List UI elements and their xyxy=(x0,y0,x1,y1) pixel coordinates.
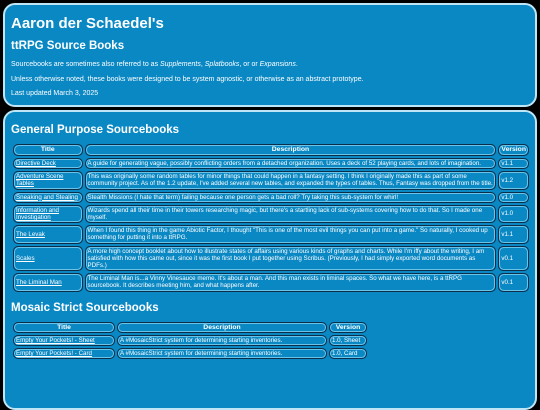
table-row xyxy=(13,273,529,291)
column-header-description: Description xyxy=(85,144,497,156)
site-title: Aaron der Schaedel's xyxy=(11,15,164,32)
column-header-description: Description xyxy=(117,322,327,333)
sourcebook-link[interactable]: Adventure Scene Tables xyxy=(16,173,64,188)
version-cell: v1.0 xyxy=(498,192,529,203)
sourcebook-link[interactable]: The Levak xyxy=(16,230,45,238)
version-cell: v1.0 xyxy=(498,205,529,223)
title-cell xyxy=(13,335,115,346)
version-cell: v1.2 xyxy=(498,171,529,189)
sourcebook-link[interactable]: Scales xyxy=(16,254,35,262)
table-row xyxy=(13,348,367,359)
table-row xyxy=(13,192,529,203)
table-row xyxy=(13,225,529,243)
sourcebook-link[interactable]: Information and Investigation xyxy=(16,206,59,222)
version-cell: v0.1 xyxy=(498,246,529,272)
description-cell: Wizards spend all their time in their towers researching magic, but there's a startling lack of sub-systems covering how to do that. So I made one myself. xyxy=(85,205,497,223)
mosaic-section-heading: Mosaic Strict Sourcebooks xyxy=(11,301,159,314)
intro-text: Sourcebooks are sometimes also referred to as Supplements, Splatbooks, or or Expansions. xyxy=(11,61,298,68)
general-sourcebooks-table xyxy=(11,142,531,294)
table-row xyxy=(13,335,367,346)
title-cell xyxy=(13,246,83,272)
title-cell xyxy=(13,158,83,169)
title-cell xyxy=(13,225,83,243)
header-panel xyxy=(3,3,537,107)
sourcebook-link[interactable]: Sneaking and Stealing xyxy=(16,193,78,201)
sourcebook-link[interactable]: The Liminal Man xyxy=(16,278,62,286)
version-cell: v0.1 xyxy=(498,273,529,291)
sourcebook-link[interactable]: Directive Deck xyxy=(16,160,56,167)
title-cell xyxy=(13,348,115,359)
column-header-title: Title xyxy=(13,322,115,333)
title-cell xyxy=(13,171,83,189)
version-cell: 1.0, Card xyxy=(329,348,367,359)
site-subtitle: ttRPG Source Books xyxy=(11,40,125,52)
column-header-version: Version xyxy=(329,322,367,333)
description-cell: Stealth Missions (I hate that term) failing because one person gets a bad roll? Try taking this sub-system for whirl! xyxy=(85,192,497,203)
disclaimer-text: Unless otherwise noted, these books were designed to be system agnostic, or otherwise as an abstract prototype. xyxy=(11,76,364,83)
column-header-title: Title xyxy=(13,144,83,156)
main-panel xyxy=(3,110,537,410)
description-cell: This was originally some random tables for minor things that could happen in a fantasy setting. I think I originally made this as part of some community project. As of the 1.2 update, I've added several new tables, and expanded the types of tables. Thus, Fantasy was dropped from the title. xyxy=(85,171,497,189)
table-row xyxy=(13,246,529,272)
table-row xyxy=(13,205,529,223)
title-cell xyxy=(13,205,83,223)
mosaic-sourcebooks-table xyxy=(11,320,369,362)
description-cell: A #MosaicStrict system for determining starting inventories. xyxy=(117,335,327,346)
table-header-row xyxy=(13,144,529,156)
title-cell xyxy=(13,273,83,291)
table-row xyxy=(13,171,529,189)
description-cell: When I found this thing in the game Abiotic Factor, I thought "This is one of the most evil things you can put into a game." So naturally, I cooked up something for putting it into a ttRPG. xyxy=(85,225,497,243)
last-updated: Last updated March 3, 2025 xyxy=(11,90,99,97)
general-section-heading: General Purpose Sourcebooks xyxy=(11,124,180,136)
version-cell: 1.0, Sheet xyxy=(329,335,367,346)
sourcebook-link[interactable]: Empty Your Pockets! - Sheet xyxy=(16,336,95,344)
table-header-row xyxy=(13,322,367,333)
version-cell: v1.1 xyxy=(498,225,529,243)
description-cell: A #MosaicStrict system for determining starting inventories. xyxy=(117,348,327,359)
version-cell: v1.1 xyxy=(498,158,529,169)
description-cell: A more high concept booklet about how to illustrate states of affairs using various kinds of graphs and charts. While I'm iffy about the writing, I am satisfied with how this came out, since it was the first book I put together using Scribus. (Previously, I had simply exported word documents as PDFs.) xyxy=(85,246,497,272)
column-header-version: Version xyxy=(498,144,529,156)
description-cell: A guide for generating vague, possibly conflicting orders from a detached organization. Uses a deck of 52 playing cards, and lots of imagination. xyxy=(85,158,497,169)
sourcebook-link[interactable]: Empty Your Pockets! - Card xyxy=(16,350,93,358)
table-row xyxy=(13,158,529,169)
description-cell: The Liminal Man is...a Vinny Vinesauce meme. It's about a man. And this man exists in liminal spaces. So what we have here, is a ttRPG sourcebook. It describes meeting him, and what happens after. xyxy=(85,273,497,291)
title-cell xyxy=(13,192,83,203)
